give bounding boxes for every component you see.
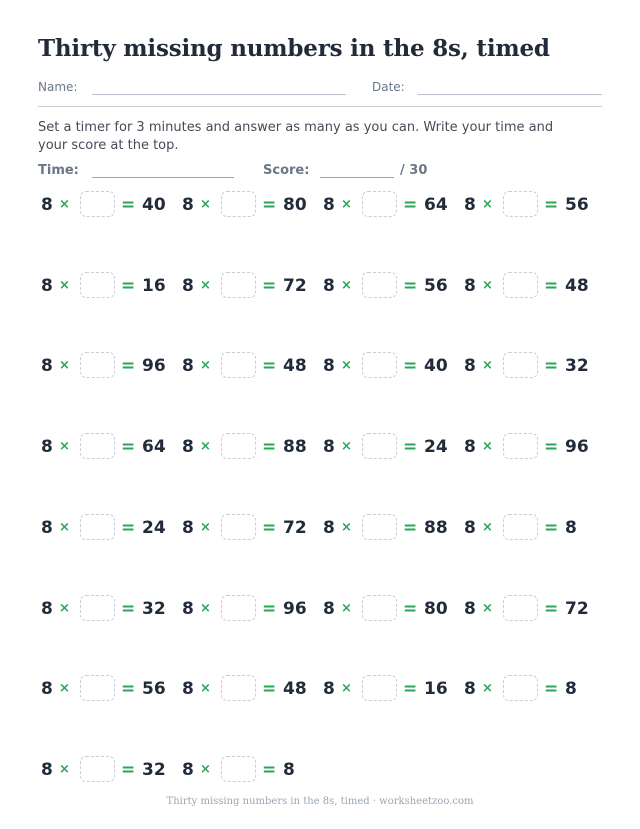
factor-value: 8: [323, 599, 335, 619]
problem-item: [38, 272, 178, 300]
times-sign: ×: [59, 358, 70, 373]
product-value: 56: [424, 276, 448, 296]
answer-box[interactable]: [503, 514, 538, 540]
equals-sign: =: [121, 760, 136, 780]
equals-sign: =: [262, 679, 277, 699]
date-field[interactable]: [418, 94, 602, 95]
answer-box[interactable]: [221, 595, 256, 621]
equals-sign: =: [121, 437, 136, 457]
problem-item: [38, 514, 178, 542]
times-sign: ×: [59, 601, 70, 616]
times-sign: ×: [482, 520, 493, 535]
equals-sign: =: [544, 679, 559, 699]
product-value: 48: [565, 276, 589, 296]
product-value: 88: [283, 437, 307, 457]
problem-item: [38, 352, 178, 380]
times-sign: ×: [59, 278, 70, 293]
factor-value: 8: [41, 679, 53, 699]
factor-value: 8: [41, 437, 53, 457]
name-date-row: [38, 78, 602, 106]
factor-value: 8: [41, 276, 53, 296]
equals-sign: =: [403, 599, 418, 619]
factor-value: 8: [323, 356, 335, 376]
problem-item: [320, 595, 460, 623]
equals-sign: =: [403, 437, 418, 457]
factor-value: 8: [464, 679, 476, 699]
answer-box[interactable]: [221, 433, 256, 459]
factor-value: 8: [41, 599, 53, 619]
equals-sign: =: [403, 276, 418, 296]
equals-sign: =: [262, 599, 277, 619]
times-sign: ×: [482, 278, 493, 293]
equals-sign: =: [544, 437, 559, 457]
product-value: 32: [142, 760, 166, 780]
product-value: 24: [142, 518, 166, 538]
product-value: 72: [283, 276, 307, 296]
problem-item: [320, 272, 460, 300]
factor-value: 8: [182, 518, 194, 538]
product-value: 40: [424, 356, 448, 376]
answer-box[interactable]: [221, 272, 256, 298]
equals-sign: =: [121, 679, 136, 699]
equals-sign: =: [121, 518, 136, 538]
answer-box[interactable]: [221, 191, 256, 217]
problem-item: [320, 433, 460, 461]
product-value: 48: [283, 356, 307, 376]
equals-sign: =: [262, 356, 277, 376]
answer-box[interactable]: [80, 675, 115, 701]
times-sign: ×: [200, 278, 211, 293]
answer-box[interactable]: [362, 595, 397, 621]
times-sign: ×: [482, 439, 493, 454]
name-label: Name:: [38, 80, 78, 94]
equals-sign: =: [121, 195, 136, 215]
problem-item: [461, 272, 601, 300]
problem-item: [461, 191, 601, 219]
problem-item: [179, 595, 319, 623]
equals-sign: =: [544, 356, 559, 376]
times-sign: ×: [200, 520, 211, 535]
times-sign: ×: [482, 601, 493, 616]
product-value: 24: [424, 437, 448, 457]
times-sign: ×: [59, 197, 70, 212]
factor-value: 8: [323, 437, 335, 457]
product-value: 8: [565, 518, 577, 538]
problem-item: [179, 191, 319, 219]
name-field[interactable]: [92, 94, 346, 95]
time-label: Time:: [38, 163, 79, 178]
factor-value: 8: [182, 276, 194, 296]
product-value: 56: [565, 195, 589, 215]
product-value: 16: [424, 679, 448, 699]
product-value: 88: [424, 518, 448, 538]
problem-item: [461, 514, 601, 542]
problem-item: [461, 352, 601, 380]
equals-sign: =: [262, 276, 277, 296]
equals-sign: =: [262, 760, 277, 780]
answer-box[interactable]: [80, 756, 115, 782]
factor-value: 8: [464, 437, 476, 457]
answer-box[interactable]: [503, 272, 538, 298]
problem-item: [179, 272, 319, 300]
equals-sign: =: [544, 599, 559, 619]
factor-value: 8: [464, 599, 476, 619]
score-total: / 30: [400, 163, 428, 178]
product-value: 64: [424, 195, 448, 215]
answer-box[interactable]: [80, 514, 115, 540]
product-value: 40: [142, 195, 166, 215]
factor-value: 8: [464, 518, 476, 538]
answer-box[interactable]: [503, 191, 538, 217]
answer-box[interactable]: [221, 514, 256, 540]
product-value: 64: [142, 437, 166, 457]
answer-box[interactable]: [80, 191, 115, 217]
score-label: Score:: [263, 163, 310, 178]
times-sign: ×: [59, 681, 70, 696]
factor-value: 8: [182, 679, 194, 699]
product-value: 72: [283, 518, 307, 538]
times-sign: ×: [341, 197, 352, 212]
answer-box[interactable]: [80, 595, 115, 621]
product-value: 8: [565, 679, 577, 699]
answer-box[interactable]: [362, 433, 397, 459]
problem-item: [38, 675, 178, 703]
equals-sign: =: [403, 518, 418, 538]
problem-item: [179, 433, 319, 461]
header-divider: [38, 106, 602, 107]
equals-sign: =: [262, 437, 277, 457]
problem-item: [38, 595, 178, 623]
answer-box[interactable]: [221, 352, 256, 378]
equals-sign: =: [262, 195, 277, 215]
times-sign: ×: [482, 358, 493, 373]
times-sign: ×: [341, 601, 352, 616]
factor-value: 8: [41, 195, 53, 215]
answer-box[interactable]: [362, 675, 397, 701]
score-field[interactable]: [320, 177, 394, 178]
factor-value: 8: [323, 195, 335, 215]
worksheet-page: [38, 0, 602, 829]
times-sign: ×: [341, 439, 352, 454]
problem-item: [320, 191, 460, 219]
equals-sign: =: [121, 276, 136, 296]
factor-value: 8: [464, 195, 476, 215]
times-sign: ×: [482, 681, 493, 696]
times-sign: ×: [341, 358, 352, 373]
problem-item: [320, 352, 460, 380]
product-value: 96: [283, 599, 307, 619]
answer-box[interactable]: [80, 433, 115, 459]
problem-item: [38, 433, 178, 461]
equals-sign: =: [121, 356, 136, 376]
factor-value: 8: [323, 679, 335, 699]
product-value: 48: [283, 679, 307, 699]
problem-item: [179, 514, 319, 542]
times-sign: ×: [200, 762, 211, 777]
product-value: 16: [142, 276, 166, 296]
times-sign: ×: [59, 439, 70, 454]
answer-box[interactable]: [362, 272, 397, 298]
answer-box[interactable]: [362, 191, 397, 217]
equals-sign: =: [544, 518, 559, 538]
answer-box[interactable]: [221, 756, 256, 782]
factor-value: 8: [182, 195, 194, 215]
problem-item: [38, 191, 178, 219]
page-title: Thirty missing numbers in the 8s, timed: [38, 35, 550, 62]
equals-sign: =: [403, 195, 418, 215]
problem-item: [179, 756, 319, 784]
time-score-row: [38, 162, 602, 182]
product-value: 96: [142, 356, 166, 376]
factor-value: 8: [41, 760, 53, 780]
times-sign: ×: [200, 601, 211, 616]
times-sign: ×: [341, 278, 352, 293]
times-sign: ×: [200, 358, 211, 373]
times-sign: ×: [200, 197, 211, 212]
answer-box[interactable]: [362, 514, 397, 540]
times-sign: ×: [341, 520, 352, 535]
product-value: 80: [283, 195, 307, 215]
product-value: 56: [142, 679, 166, 699]
factor-value: 8: [41, 518, 53, 538]
factor-value: 8: [182, 437, 194, 457]
time-field[interactable]: [92, 177, 234, 178]
equals-sign: =: [262, 518, 277, 538]
product-value: 80: [424, 599, 448, 619]
problem-item: [320, 514, 460, 542]
instructions-text: Set a timer for 3 minutes and answer as many as you can. Write your time and your score at the top.: [38, 120, 554, 153]
answer-box[interactable]: [221, 675, 256, 701]
problem-item: [461, 433, 601, 461]
equals-sign: =: [403, 679, 418, 699]
equals-sign: =: [544, 276, 559, 296]
answer-box[interactable]: [362, 352, 397, 378]
equals-sign: =: [544, 195, 559, 215]
product-value: 32: [565, 356, 589, 376]
answer-box[interactable]: [503, 352, 538, 378]
answer-box[interactable]: [503, 433, 538, 459]
times-sign: ×: [59, 520, 70, 535]
factor-value: 8: [464, 356, 476, 376]
equals-sign: =: [403, 356, 418, 376]
date-label: Date:: [372, 80, 405, 94]
times-sign: ×: [200, 439, 211, 454]
problem-item: [461, 595, 601, 623]
factor-value: 8: [323, 276, 335, 296]
problem-item: [461, 675, 601, 703]
factor-value: 8: [464, 276, 476, 296]
problem-item: [320, 675, 460, 703]
problem-item: [179, 352, 319, 380]
times-sign: ×: [482, 197, 493, 212]
answer-box[interactable]: [80, 352, 115, 378]
product-value: 8: [283, 760, 295, 780]
product-value: 72: [565, 599, 589, 619]
times-sign: ×: [341, 681, 352, 696]
problem-item: [38, 756, 178, 784]
factor-value: 8: [182, 356, 194, 376]
problem-item: [179, 675, 319, 703]
product-value: 32: [142, 599, 166, 619]
footer-text: Thirty missing numbers in the 8s, timed · worksheetzoo.com: [166, 796, 474, 807]
factor-value: 8: [182, 760, 194, 780]
times-sign: ×: [59, 762, 70, 777]
answer-box[interactable]: [80, 272, 115, 298]
answer-box[interactable]: [503, 595, 538, 621]
factor-value: 8: [182, 599, 194, 619]
product-value: 96: [565, 437, 589, 457]
equals-sign: =: [121, 599, 136, 619]
times-sign: ×: [200, 681, 211, 696]
factor-value: 8: [323, 518, 335, 538]
answer-box[interactable]: [503, 675, 538, 701]
factor-value: 8: [41, 356, 53, 376]
